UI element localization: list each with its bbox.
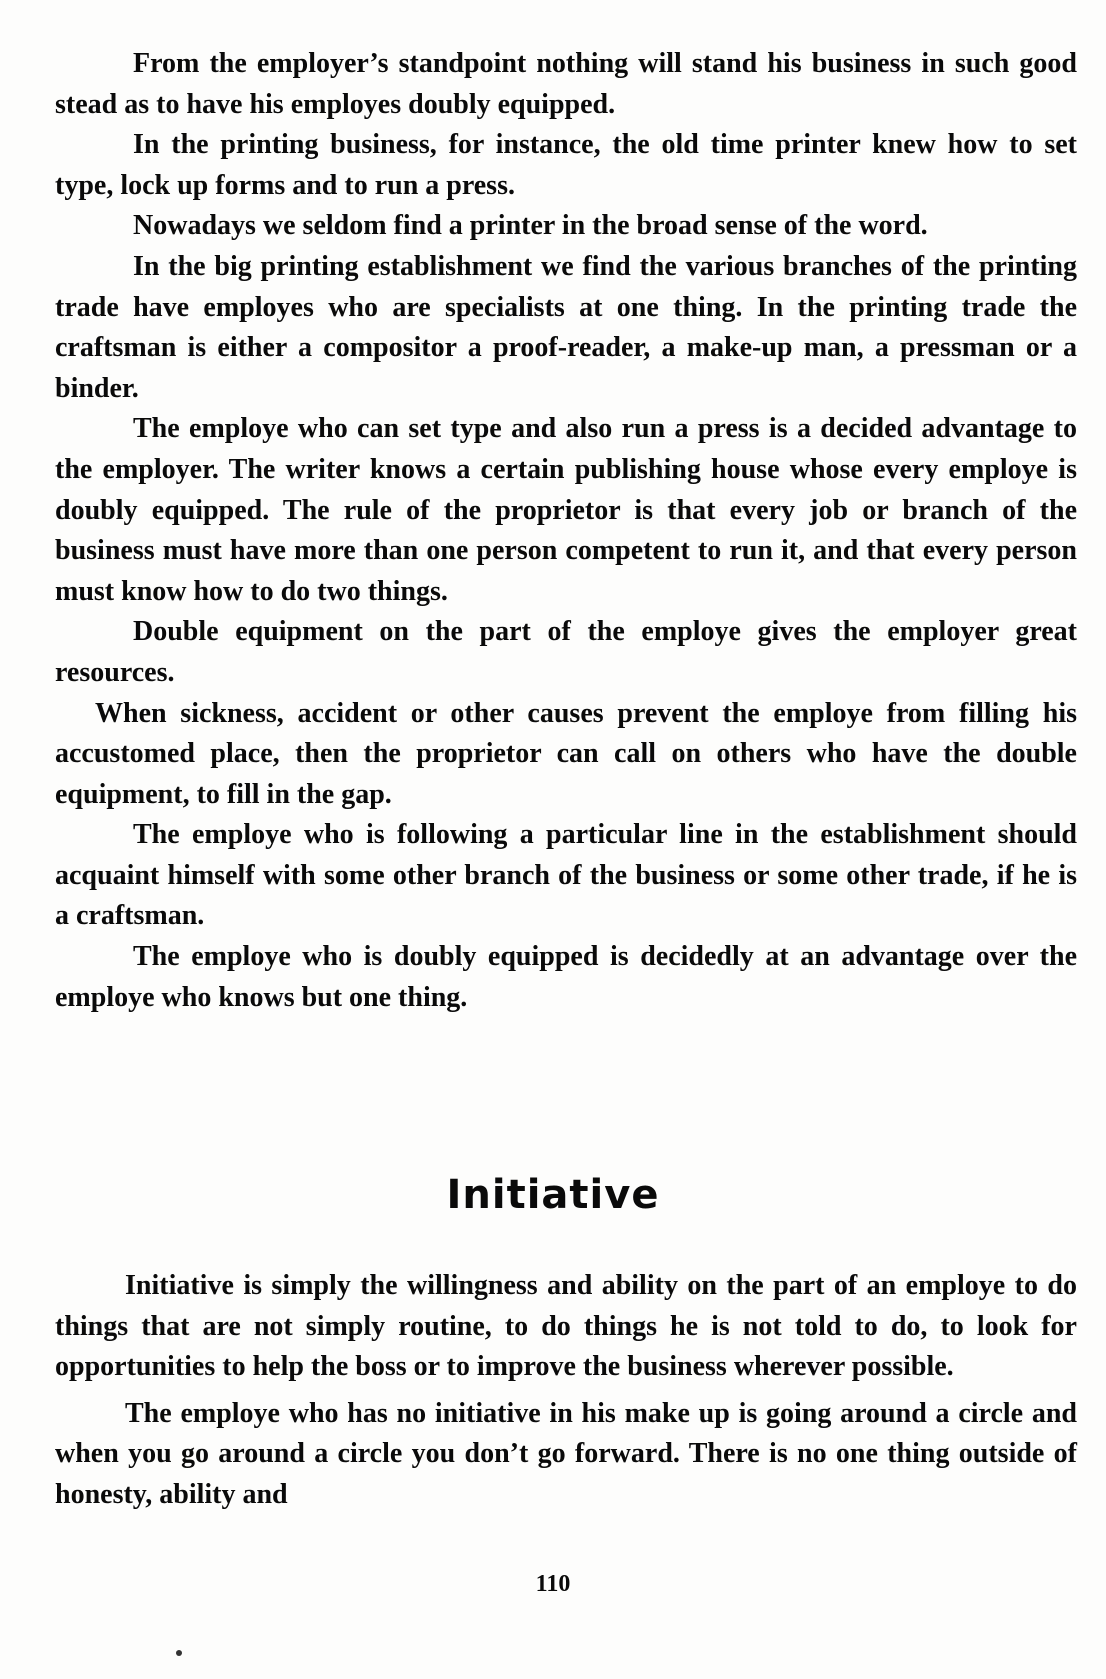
print-speck xyxy=(176,1650,182,1656)
paragraph: From the employer’s standpoint nothing will stand his business in such good stead as to have his employes doubly equipped. xyxy=(55,48,1077,120)
paragraph: The employe who has no initiative in his make up is going around a circle and when you go around a circle you don’t go forward. There is no one thing outside of honesty, ability and xyxy=(55,1397,1077,1510)
paragraph: The employe who can set type and also run a press is a decided advantage to the employer. The writer knows a certain publishing house whose every employe is doubly equipped. The rule of the proprietor is that every job or branch of the business must have more than one person competent to run it, and that every person must know how to do two things. xyxy=(55,413,1077,607)
page-number: 110 xyxy=(535,1571,571,1597)
paragraph: The employe who is doubly equipped is decidedly at an advantage over the employe who knows but one thing. xyxy=(55,941,1077,1013)
section-heading: Initiative xyxy=(446,1172,660,1218)
body-text-section-1 xyxy=(55,44,1077,1018)
body-text-section-2 xyxy=(55,1266,1077,1522)
paragraph: Double equipment on the part of the employe gives the employer great resources. xyxy=(55,616,1077,688)
paragraph: In the printing business, for instance, the old time printer knew how to set type, lock up forms and to run a press. xyxy=(55,129,1077,201)
paragraph: Nowadays we seldom find a printer in the broad sense of the word. xyxy=(133,210,928,242)
paragraph: The employe who is following a particular line in the establishment should acquaint himself with some other branch of the business or some other trade, if he is a craftsman. xyxy=(55,819,1077,932)
paragraph: In the big printing establishment we find the various branches of the printing trade have employes who are specialists at one thing. In the printing trade the craftsman is either a compositor a proof-reader, a make-up man, a pressman or a binder. xyxy=(55,250,1077,404)
paragraph: Initiative is simply the willingness and ability on the part of an employe to do things that are not simply routine, to do things he is not told to do, to look for opportunities to help the boss or to improve the business wherever possible. xyxy=(55,1270,1077,1383)
paragraph: When sickness, accident or other causes prevent the employe from filling his accustomed place, then the proprietor can call on others who have the double equipment, to fill in the gap. xyxy=(55,697,1077,810)
